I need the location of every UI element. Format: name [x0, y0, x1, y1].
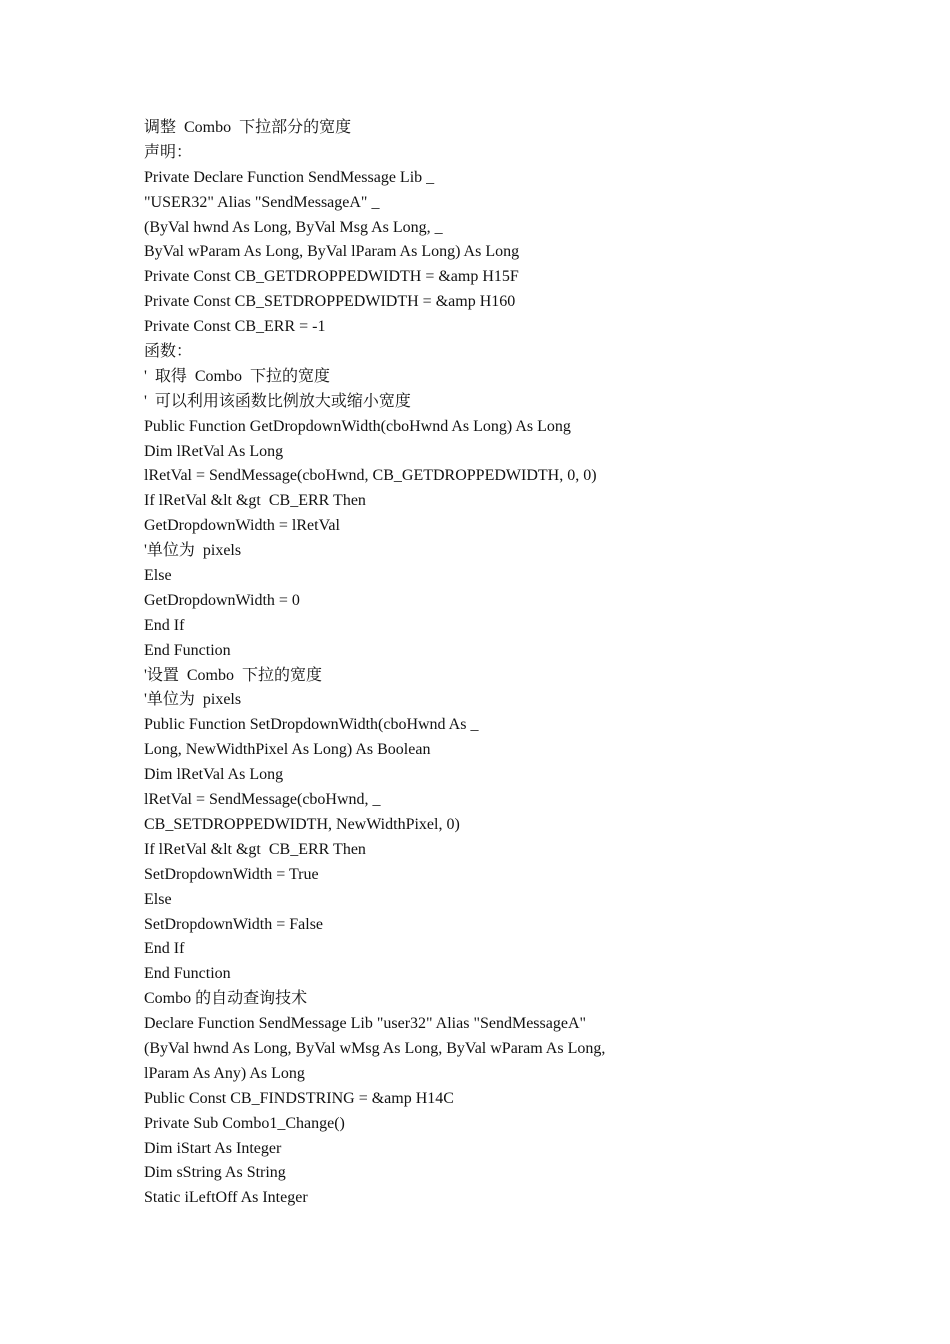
code-line: Public Const CB_FINDSTRING = &amp H14C [144, 1089, 454, 1107]
code-line: Private Const CB_GETDROPPEDWIDTH = &amp H15F [144, 268, 519, 286]
code-line: Static iLeftOff As Integer [144, 1189, 308, 1207]
code-line: Dim iStart As Integer [144, 1139, 282, 1157]
code-line: End If [144, 940, 185, 958]
code-line: GetDropdownWidth = 0 [144, 591, 300, 609]
heading-adjust-combo-width: 调整 Combo 下拉部分的宽度 [144, 119, 352, 136]
code-line: Private Const CB_ERR = -1 [144, 318, 326, 336]
function-label: 函数： [144, 343, 193, 361]
code-line: Dim lRetVal As Long [144, 442, 284, 460]
code-line: Public Function SetDropdownWidth(cboHwnd As _ [144, 716, 479, 734]
code-line: Private Declare Function SendMessage Lib _ [144, 168, 435, 186]
document-text [144, 116, 904, 1211]
code-line: End Function [144, 641, 231, 659]
code-line: Public Function GetDropdownWidth(cboHwnd As Long) As Long [144, 417, 571, 435]
code-line: Declare Function SendMessage Lib "user32" Alias "SendMessageA" [144, 1015, 587, 1033]
code-line: Dim sString As String [144, 1164, 286, 1182]
code-line: lRetVal = SendMessage(cboHwnd, _ [144, 791, 381, 809]
code-line: If lRetVal &lt &gt CB_ERR Then [144, 492, 366, 510]
code-line: Else [144, 567, 172, 585]
code-line: SetDropdownWidth = False [144, 915, 324, 933]
code-line: lRetVal = SendMessage(cboHwnd, CB_GETDROPPEDWIDTH, 0, 0) [144, 467, 597, 485]
code-line: (ByVal hwnd As Long, ByVal Msg As Long, _ [144, 218, 443, 236]
code-line: Dim lRetVal As Long [144, 766, 284, 784]
code-line: ByVal wParam As Long, ByVal lParam As Long) As Long [144, 243, 520, 261]
code-line: SetDropdownWidth = True [144, 865, 319, 883]
code-line: If lRetVal &lt &gt CB_ERR Then [144, 840, 366, 858]
code-line: lParam As Any) As Long [144, 1064, 305, 1082]
code-line: "USER32" Alias "SendMessageA" _ [144, 193, 380, 211]
code-line: Private Sub Combo1_Change() [144, 1114, 345, 1132]
code-line: Else [144, 890, 172, 908]
code-line: (ByVal hwnd As Long, ByVal wMsg As Long, ByVal wParam As Long, [144, 1039, 606, 1057]
heading-combo-autosearch: Combo 的自动查询技术 [144, 990, 308, 1008]
code-line: CB_SETDROPPEDWIDTH, NewWidthPixel, 0) [144, 815, 460, 833]
code-comment: '单位为 pixels [144, 691, 242, 709]
code-comment: ' 可以利用该函数比例放大或缩小宽度 [144, 392, 411, 410]
code-line: Long, NewWidthPixel As Long) As Boolean [144, 741, 431, 759]
code-comment: '单位为 pixels [144, 542, 242, 560]
code-line: Private Const CB_SETDROPPEDWIDTH = &amp H160 [144, 293, 516, 311]
code-line: End If [144, 616, 185, 634]
code-comment: '设置 Combo 下拉的宽度 [144, 666, 323, 684]
declaration-label: 声明： [144, 143, 193, 161]
code-line: GetDropdownWidth = lRetVal [144, 517, 340, 535]
code-comment: ' 取得 Combo 下拉的宽度 [144, 367, 331, 385]
code-line: End Function [144, 965, 231, 983]
